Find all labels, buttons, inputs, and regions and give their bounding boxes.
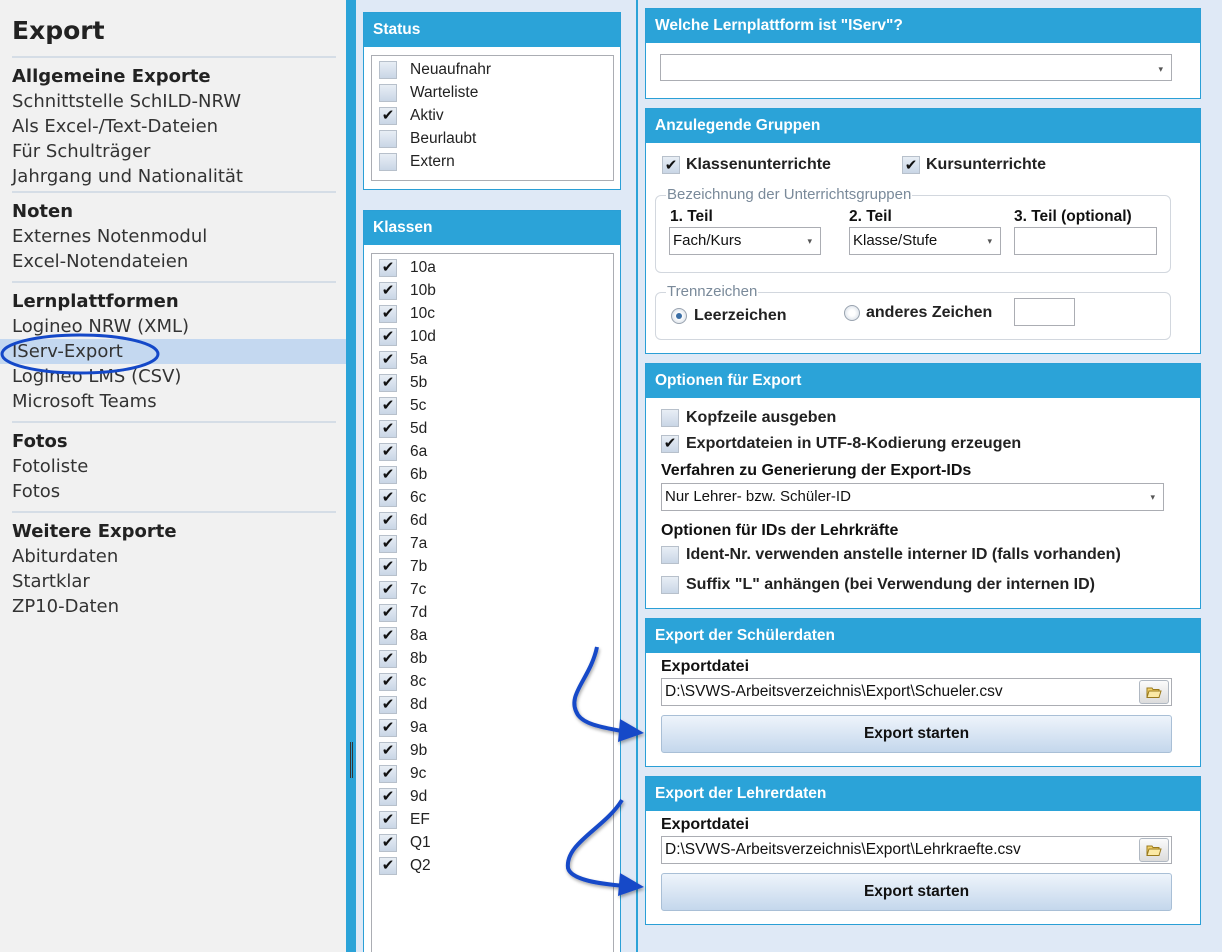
- lehrer-export-title: Export der Lehrerdaten: [646, 777, 1200, 811]
- checkbox[interactable]: [379, 604, 397, 622]
- klasse-item[interactable]: [379, 394, 613, 417]
- checkbox[interactable]: [379, 512, 397, 530]
- checkbox[interactable]: [379, 443, 397, 461]
- verfahren-dropdown[interactable]: [661, 483, 1164, 511]
- nav-item-iserv-export[interactable]: IServ-Export: [0, 339, 346, 364]
- checkbox-label: 10a: [410, 258, 436, 276]
- check-icon: ✔: [381, 374, 395, 391]
- klasse-item[interactable]: [379, 509, 613, 532]
- leerzeichen-label: Leerzeichen: [694, 306, 787, 324]
- status-title: Status: [364, 13, 620, 47]
- nav-section-noten: [12, 191, 336, 274]
- nav-item-schild[interactable]: Schnittstelle SchILD-NRW: [12, 91, 242, 112]
- check-icon: ✔: [381, 650, 395, 667]
- checkbox-label: 8c: [410, 672, 427, 690]
- gruppen-title: Anzulegende Gruppen: [646, 109, 1200, 143]
- status-item[interactable]: [379, 104, 613, 127]
- lehrer-path-value: D:\SVWS-Arbeitsverzeichnis\Export\Lehrkraefte.csv: [665, 841, 1021, 858]
- klasse-item[interactable]: [379, 739, 613, 762]
- check-icon: ✔: [381, 581, 395, 598]
- checkbox-label: 10b: [410, 281, 436, 299]
- radio-button[interactable]: [844, 305, 860, 321]
- verfahren-value: Nur Lehrer- bzw. Schüler-ID: [665, 488, 851, 505]
- checkbox[interactable]: [379, 466, 397, 484]
- schueler-path-value: D:\SVWS-Arbeitsverzeichnis\Export\Schueler.csv: [665, 683, 1003, 700]
- check-icon: ✔: [381, 305, 395, 322]
- checkbox[interactable]: [379, 61, 397, 79]
- teil2-value: Klasse/Stufe: [853, 232, 938, 249]
- status-item[interactable]: [379, 127, 613, 150]
- nav-item-fotos[interactable]: Fotos: [12, 481, 61, 502]
- nav-section-allgemeine: [12, 56, 336, 189]
- nav-item-teams[interactable]: Microsoft Teams: [12, 391, 157, 412]
- chevron-down-icon: ▾: [1158, 64, 1163, 74]
- checkbox[interactable]: [661, 546, 679, 564]
- klassen-list[interactable]: [371, 253, 614, 952]
- check-icon: ✔: [381, 627, 395, 644]
- nav-item-fotoliste[interactable]: Fotoliste: [12, 456, 89, 477]
- anderes-zeichen-input[interactable]: [1014, 298, 1075, 326]
- splitter[interactable]: [346, 0, 356, 952]
- klasse-item[interactable]: [379, 785, 613, 808]
- klasse-item[interactable]: [379, 486, 613, 509]
- nav-item-abiturdaten[interactable]: Abiturdaten: [12, 546, 119, 567]
- nav-item-logineo-lms[interactable]: Logineo LMS (CSV): [12, 366, 182, 387]
- nav-item-jahrgang[interactable]: Jahrgang und Nationalität: [12, 166, 243, 187]
- nav-section-fotos: [12, 421, 336, 504]
- nav-item-notenmodul[interactable]: Externes Notenmodul: [12, 226, 208, 247]
- checkbox[interactable]: [379, 857, 397, 875]
- identnr-checkbox[interactable]: [661, 543, 1181, 566]
- check-icon: ✔: [381, 742, 395, 759]
- check-icon: ✔: [381, 535, 395, 552]
- schueler-export-button[interactable]: Export starten: [661, 715, 1172, 753]
- klasse-item[interactable]: [379, 532, 613, 555]
- checkbox-label: 10d: [410, 327, 436, 345]
- checkbox-label: Extern: [410, 152, 455, 170]
- checkbox-label: 8a: [410, 626, 428, 644]
- check-icon: ✔: [381, 673, 395, 690]
- trennzeichen-group: [655, 283, 1171, 340]
- lehrer-path-input[interactable]: [661, 836, 1172, 864]
- checkbox[interactable]: [379, 765, 397, 783]
- status-panel: [363, 12, 621, 190]
- check-icon: ✔: [381, 282, 395, 299]
- nav-item-startklar[interactable]: Startklar: [12, 571, 90, 592]
- klasse-item[interactable]: [379, 325, 613, 348]
- check-icon: ✔: [381, 719, 395, 736]
- nav-section-heading: Weitere Exporte: [12, 521, 177, 542]
- status-list[interactable]: [371, 55, 614, 181]
- nav-item-zp10[interactable]: ZP10-Daten: [12, 596, 120, 617]
- klasse-item[interactable]: [379, 463, 613, 486]
- teil1-value: Fach/Kurs: [673, 232, 742, 249]
- kursunterrichte-label: Kursunterrichte: [926, 156, 1047, 173]
- chevron-down-icon: ▾: [1150, 492, 1155, 502]
- nav-section-weitere: [12, 511, 336, 619]
- anderes-zeichen-value: [1015, 303, 1018, 320]
- check-icon: ✔: [381, 328, 395, 345]
- checkbox-label: Neuaufnahr: [410, 60, 492, 78]
- checkbox-label: 10c: [410, 304, 435, 322]
- teil1-dropdown[interactable]: [669, 227, 821, 255]
- check-icon: ✔: [663, 435, 677, 452]
- klasse-item[interactable]: [379, 302, 613, 325]
- nav-title: Export: [12, 16, 105, 45]
- kopfzeile-checkbox[interactable]: [661, 406, 836, 429]
- checkbox[interactable]: [379, 328, 397, 346]
- checkbox[interactable]: [662, 156, 680, 174]
- teil1-label: 1. Teil: [670, 208, 713, 225]
- lehrer-export-panel: [645, 776, 1201, 925]
- checkbox[interactable]: [379, 627, 397, 645]
- checkbox-label: 9d: [410, 787, 428, 805]
- check-icon: ✔: [381, 397, 395, 414]
- nav-section-heading: Noten: [12, 201, 74, 222]
- checkbox-label: 7a: [410, 534, 428, 552]
- klassenunterrichte-checkbox[interactable]: [662, 154, 831, 176]
- nav-section-heading: Fotos: [12, 431, 68, 452]
- check-icon: ✔: [381, 420, 395, 437]
- nav-item-excel[interactable]: Als Excel-/Text-Dateien: [12, 116, 219, 137]
- nav-item-schultraeger[interactable]: Für Schulträger: [12, 141, 151, 162]
- verfahren-label: Verfahren zu Generierung der Export-IDs: [661, 462, 972, 479]
- checkbox[interactable]: [379, 834, 397, 852]
- checkbox[interactable]: [379, 673, 397, 691]
- klasse-item[interactable]: [379, 624, 613, 647]
- suffix-checkbox[interactable]: [661, 573, 1095, 596]
- checkbox-label: Beurlaubt: [410, 129, 477, 147]
- nav-item-logineo-nrw[interactable]: Logineo NRW (XML): [12, 316, 190, 337]
- splitter-grip[interactable]: [350, 742, 353, 778]
- check-icon: ✔: [381, 489, 395, 506]
- folder-open-icon[interactable]: [1139, 838, 1169, 862]
- kopfzeile-label: Kopfzeile ausgeben: [686, 408, 837, 426]
- checkbox-label: 8b: [410, 649, 428, 667]
- teil2-dropdown[interactable]: [849, 227, 1001, 255]
- check-icon: ✔: [381, 857, 395, 874]
- teil3-input[interactable]: [1014, 227, 1157, 255]
- checkbox[interactable]: [379, 153, 397, 171]
- checkbox[interactable]: [379, 305, 397, 323]
- klasse-item[interactable]: [379, 693, 613, 716]
- klasse-item[interactable]: [379, 555, 613, 578]
- klassen-title: Klassen: [364, 211, 620, 245]
- checkbox-label: 8d: [410, 695, 428, 713]
- klasse-item[interactable]: [379, 279, 613, 302]
- check-icon: ✔: [381, 512, 395, 529]
- check-icon: ✔: [904, 156, 918, 174]
- checkbox[interactable]: [379, 397, 397, 415]
- checkbox-label: Aktiv: [410, 106, 444, 124]
- klasse-item[interactable]: [379, 854, 613, 877]
- klassenunterrichte-label: Klassenunterrichte: [686, 156, 831, 173]
- checkbox-label: 9c: [410, 764, 427, 782]
- utf8-checkbox[interactable]: [661, 432, 1021, 455]
- trennzeichen-legend: Trennzeichen: [667, 283, 758, 300]
- klasse-item[interactable]: [379, 762, 613, 785]
- checkbox[interactable]: [379, 107, 397, 125]
- klasse-item[interactable]: [379, 716, 613, 739]
- checkbox[interactable]: [661, 576, 679, 594]
- klasse-item[interactable]: [379, 647, 613, 670]
- checkbox-label: 9b: [410, 741, 428, 759]
- checkbox[interactable]: [379, 719, 397, 737]
- checkbox[interactable]: [379, 650, 397, 668]
- checkbox[interactable]: [379, 788, 397, 806]
- schueler-export-title: Export der Schülerdaten: [646, 619, 1200, 653]
- checkbox-label: 6d: [410, 511, 428, 529]
- klasse-item[interactable]: [379, 578, 613, 601]
- check-icon: ✔: [381, 466, 395, 483]
- teil2-label: 2. Teil: [849, 208, 892, 225]
- checkbox-label: Q1: [410, 833, 431, 851]
- checkbox[interactable]: [902, 156, 920, 174]
- check-icon: ✔: [381, 811, 395, 828]
- check-icon: ✔: [381, 696, 395, 713]
- suffix-label: Suffix "L" anhängen (bei Verwendung der internen ID): [686, 575, 1095, 593]
- schueler-exportdatei-label: Exportdatei: [661, 658, 750, 675]
- folder-open-icon[interactable]: [1139, 680, 1169, 704]
- checkbox[interactable]: [379, 130, 397, 148]
- checkbox[interactable]: [379, 489, 397, 507]
- nav-section-heading: Lernplattformen: [12, 291, 179, 312]
- klasse-item[interactable]: [379, 417, 613, 440]
- checkbox[interactable]: [379, 535, 397, 553]
- klasse-item[interactable]: [379, 808, 613, 831]
- lernplattform-panel: [645, 8, 1201, 99]
- gruppen-panel: [645, 108, 1201, 354]
- klasse-item[interactable]: [379, 440, 613, 463]
- optionen-title: Optionen für Export: [646, 364, 1200, 398]
- bezeichnung-legend: Bezeichnung der Unterrichtsgruppen: [667, 186, 912, 203]
- check-icon: ✔: [381, 834, 395, 851]
- check-icon: ✔: [664, 156, 678, 174]
- checkbox-label: 7d: [410, 603, 428, 621]
- teil3-value: [1015, 232, 1018, 249]
- utf8-label: Exportdateien in UTF-8-Kodierung erzeugen: [686, 434, 1022, 452]
- chevron-down-icon: ▾: [987, 236, 992, 246]
- checkbox-label: 9a: [410, 718, 428, 736]
- lernplattform-dropdown[interactable]: [660, 54, 1172, 81]
- klassen-panel: [363, 210, 621, 952]
- checkbox-label: 5c: [410, 396, 427, 414]
- checkbox-label: 5b: [410, 373, 428, 391]
- bezeichnung-group: [655, 186, 1171, 273]
- checkbox-label: 5d: [410, 419, 428, 437]
- check-icon: ✔: [381, 443, 395, 460]
- check-icon: ✔: [381, 604, 395, 621]
- ids-label: Optionen für IDs der Lehrkräfte: [661, 522, 899, 539]
- nav-section-lernplattformen: [12, 281, 336, 414]
- anderes-zeichen-radio[interactable]: [844, 301, 992, 324]
- anderes-zeichen-label: anderes Zeichen: [866, 303, 993, 321]
- nav-item-notendateien[interactable]: Excel-Notendateien: [12, 251, 189, 272]
- klasse-item[interactable]: [379, 670, 613, 693]
- checkbox[interactable]: [379, 581, 397, 599]
- checkbox[interactable]: [379, 351, 397, 369]
- checkbox-label: 6a: [410, 442, 428, 460]
- lehrer-exportdatei-label: Exportdatei: [661, 816, 750, 833]
- klasse-item[interactable]: [379, 256, 613, 279]
- klasse-item[interactable]: [379, 601, 613, 624]
- checkbox[interactable]: [379, 696, 397, 714]
- checkbox-label: 6b: [410, 465, 428, 483]
- checkbox-label: 7c: [410, 580, 427, 598]
- lehrer-export-button[interactable]: Export starten: [661, 873, 1172, 911]
- checkbox-label: 6c: [410, 488, 427, 506]
- leerzeichen-radio[interactable]: [671, 304, 786, 327]
- check-icon: ✔: [381, 259, 395, 276]
- checkbox[interactable]: [379, 811, 397, 829]
- optionen-panel: [645, 363, 1201, 609]
- schueler-export-panel: [645, 618, 1201, 767]
- checkbox[interactable]: [379, 374, 397, 392]
- checkbox-label: Warteliste: [410, 83, 479, 101]
- identnr-label: Ident-Nr. verwenden anstelle interner ID (falls vorhanden): [686, 545, 1121, 563]
- checkbox[interactable]: [379, 282, 397, 300]
- checkbox[interactable]: [379, 84, 397, 102]
- teil3-label: 3. Teil (optional): [1014, 208, 1132, 225]
- export-navigation: [0, 0, 346, 952]
- checkbox-label: 7b: [410, 557, 428, 575]
- klasse-item[interactable]: [379, 831, 613, 854]
- checkbox[interactable]: [661, 409, 679, 427]
- nav-section-heading: Allgemeine Exporte: [12, 66, 211, 87]
- kursunterrichte-checkbox[interactable]: [902, 154, 1046, 176]
- checkbox[interactable]: [661, 435, 679, 453]
- checkbox-label: 5a: [410, 350, 428, 368]
- lernplattform-title: Welche Lernplattform ist "IServ"?: [646, 9, 1200, 43]
- check-icon: ✔: [381, 107, 395, 124]
- check-icon: ✔: [381, 558, 395, 575]
- klasse-item[interactable]: [379, 348, 613, 371]
- status-item[interactable]: [379, 150, 613, 173]
- check-icon: ✔: [381, 765, 395, 782]
- checkbox[interactable]: [379, 259, 397, 277]
- klasse-item[interactable]: [379, 371, 613, 394]
- chevron-down-icon: ▾: [807, 236, 812, 246]
- status-item[interactable]: [379, 58, 613, 81]
- checkbox-label: EF: [410, 810, 430, 828]
- check-icon: ✔: [381, 351, 395, 368]
- checkbox[interactable]: [379, 742, 397, 760]
- column-border: [636, 0, 638, 952]
- checkbox[interactable]: [379, 558, 397, 576]
- schueler-path-input[interactable]: [661, 678, 1172, 706]
- checkbox[interactable]: [379, 420, 397, 438]
- radio-button[interactable]: [671, 308, 687, 324]
- status-item[interactable]: [379, 81, 613, 104]
- check-icon: ✔: [381, 788, 395, 805]
- checkbox-label: Q2: [410, 856, 431, 874]
